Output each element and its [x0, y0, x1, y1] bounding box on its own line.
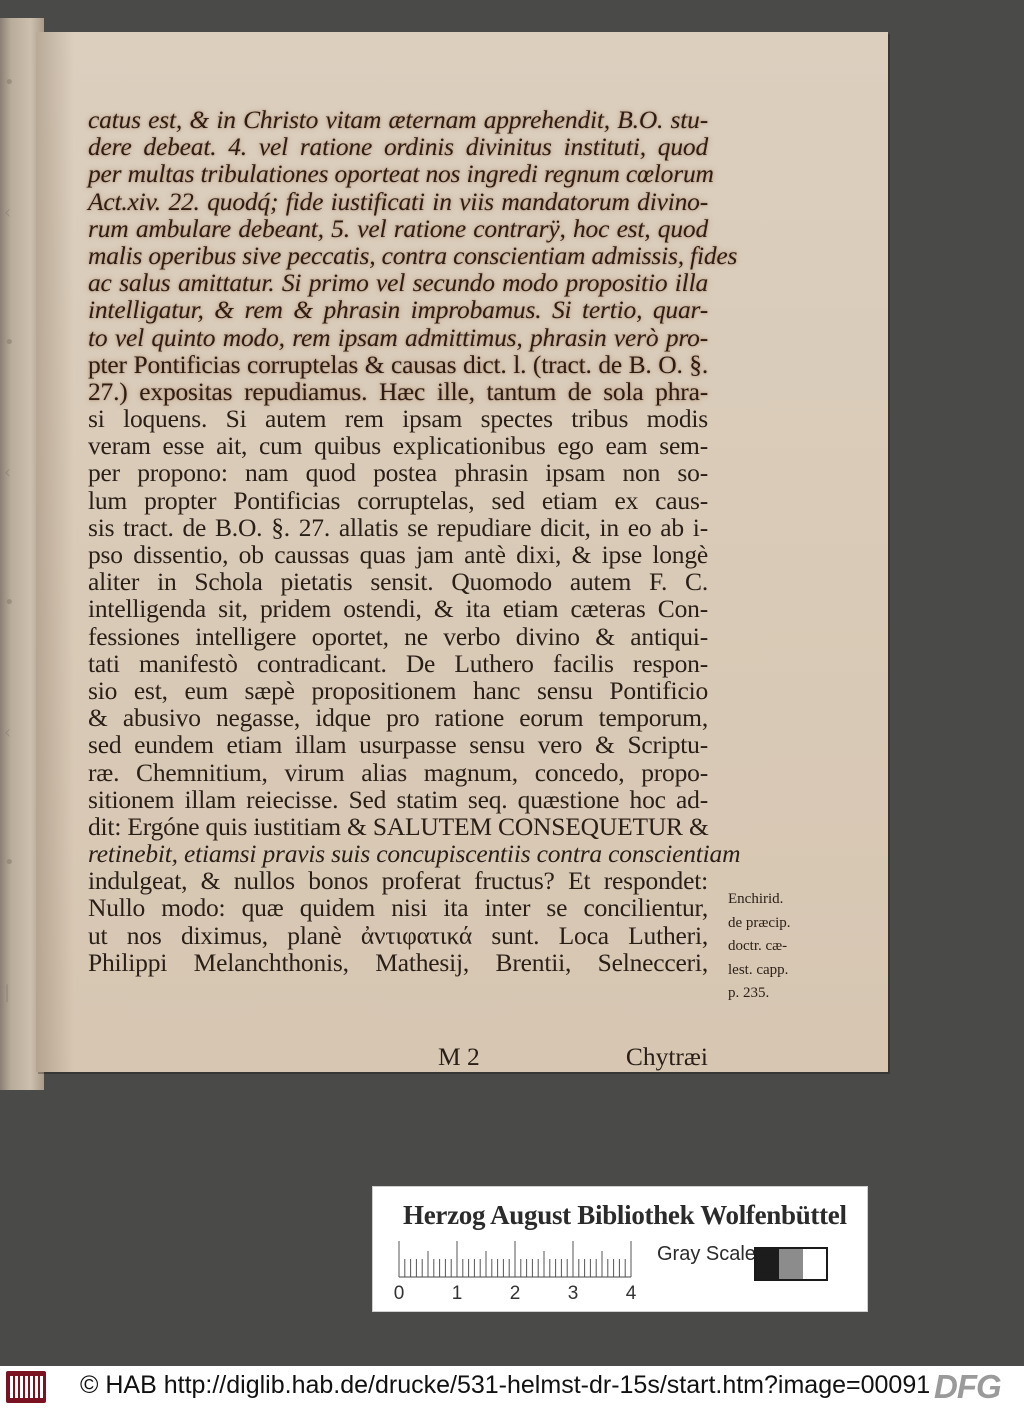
text-line: sis tract. de B.O. §. 27. allatis se repudiare dicit, in eo ab i-: [88, 512, 708, 542]
bleed-mark: •: [4, 592, 15, 613]
text-line: to vel quinto modo, rem ipsam admittimus, phrasin verò pro-: [88, 322, 708, 352]
page-text-block: [88, 105, 741, 977]
margin-note-line: doctr. cæ-: [728, 938, 788, 954]
margin-note-line: de præcip.: [728, 914, 791, 931]
grayscale-swatch: [754, 1247, 828, 1281]
ruler-number: 0: [393, 1283, 405, 1304]
text-line: sed eundem etiam illam usurpasse sensu vero & Scriptu-: [88, 730, 708, 760]
ruler-ticks: [399, 1241, 631, 1277]
text-line: per propono: nam quod postea phrasin ipsam non so-: [88, 458, 708, 488]
library-color-card: [372, 1186, 868, 1312]
ruler-number: 2: [509, 1283, 521, 1304]
dfg-logo: DFG: [934, 1368, 1001, 1405]
text-line: 27.) expositas repudiamus. Hæc ille, tantum de sola phra-: [88, 376, 708, 406]
bleed-mark: |: [4, 982, 11, 1003]
bleed-mark: ‹: [4, 202, 12, 223]
signature-mark: M 2: [438, 1042, 480, 1071]
text-line: Philippi Melanchthonis, Mathesij, Brentii, Selnecceri,: [88, 947, 708, 977]
text-line: rum ambulare debeant, 5. vel ratione contrarÿ, hoc est, quod: [88, 213, 708, 243]
text-line: ac salus amittatur. Si primo vel secundo modo propositio illa: [88, 268, 708, 298]
text-line: pter Pontificias corruptelas & causas dict. l. (tract. de B. O. §.: [88, 349, 708, 379]
margin-note-line: lest. capp.: [728, 961, 789, 978]
text-line: pso dissentio, ob caussas quas jam antè dixi, & ipse longè: [88, 540, 708, 569]
margin-note-line: Enchirid.: [728, 891, 784, 907]
text-line: Nullo modo: quæ quidem nisi ita inter se concilientur,: [88, 893, 708, 923]
footer-bar: [0, 1366, 1024, 1408]
text-line: & abusivo negasse, idque pro ratione eorum temporum,: [88, 703, 708, 733]
hab-logo-stripe: [35, 1376, 38, 1398]
bleed-mark: ‹: [4, 722, 12, 743]
footer-copyright-url[interactable]: © HAB http://diglib.hab.de/drucke/531-helmst-dr-15s/start.htm?image=00091: [80, 1371, 931, 1399]
text-line: dere debeat. 4. vel ratione ordinis divinitus instituti, quod: [88, 132, 708, 162]
hab-logo-stripe: [20, 1376, 23, 1398]
hab-logo-stripe: [40, 1376, 43, 1398]
library-name: Herzog August Bibliothek Wolfenbüttel: [403, 1200, 847, 1230]
grayscale-label: Gray Scale: [657, 1243, 756, 1265]
text-line: aliter in Schola pietatis sensit. Quomodo autem F. C.: [88, 567, 708, 597]
scale-ruler: [393, 1237, 649, 1307]
text-line: lum propter Pontificias corruptelas, sed etiam ex caus-: [88, 485, 708, 515]
hab-logo-stripe: [25, 1376, 28, 1398]
grayscale-patch-dark: [756, 1249, 779, 1279]
text-line: veram esse ait, cum quibus explicationibus ego eam sem-: [88, 431, 708, 461]
bleed-mark: •: [4, 72, 15, 93]
grayscale-patch-light: [803, 1249, 826, 1279]
hab-logo-stripe: [30, 1376, 33, 1398]
hab-logo-icon: [6, 1371, 46, 1403]
text-line: retinebit, etiamsi pravis suis concupiscentiis contra conscientiam: [88, 839, 741, 869]
text-line: Act.xiv. 22. quodq́; fide iustificati in viis mandatorum divino-: [88, 186, 708, 216]
text-line: fessiones intelligere oportet, ne verbo divino & antiqui-: [88, 621, 708, 651]
text-line: sitionem illam reiecisse. Sed statim seq. quæstione hoc ad-: [88, 784, 708, 814]
hab-logo-stripe: [15, 1376, 18, 1398]
margin-note: [728, 888, 818, 1006]
page-catchline: [88, 1042, 708, 1069]
text-line: indulgeat, & nullos bonos proferat fructus? Et respondet:: [88, 866, 708, 896]
margin-note-line: p. 235.: [728, 985, 770, 1001]
text-line: ræ. Chemnitium, virum alias magnum, concedo, propo-: [88, 757, 708, 787]
text-line: dit: Ergóne quis iustitiam & SALUTEM CONSEQUETUR &: [88, 811, 709, 841]
binding-shadow: [36, 32, 74, 1072]
grayscale-patch-mid: [779, 1249, 802, 1279]
ruler-number: 4: [625, 1283, 637, 1304]
text-line: intelligenda sit, pridem ostendi, & ita etiam cæteras Con-: [88, 594, 708, 624]
catchword: Chytræi: [625, 1042, 708, 1071]
text-line: catus est, & in Christo vitam æternam apprehendit, B.O. stu-: [88, 105, 708, 134]
text-line: sio est, eum sæpè propositionem hanc sensu Pontificio: [88, 675, 708, 705]
hab-logo-stripe: [10, 1376, 13, 1398]
left-page-bleed-marks: [4, 18, 34, 1090]
ruler-number: 3: [567, 1283, 579, 1304]
bleed-mark: •: [4, 332, 15, 353]
bleed-mark: ‹: [4, 462, 12, 483]
text-line: si loquens. Si autem rem ipsam spectes tribus modis: [88, 404, 708, 434]
text-line: malis operibus sive peccatis, contra conscientiam admissis, fides: [88, 240, 738, 270]
text-line: tati manifestò contradicant. De Luthero facilis respon-: [88, 648, 708, 678]
ruler-number: 1: [451, 1283, 463, 1304]
bleed-mark: •: [4, 852, 15, 873]
book-page: [36, 32, 888, 1072]
text-line: per multas tribulationes oporteat nos ingredi regnum cœlorum: [88, 159, 714, 189]
text-line: ut nos diximus, planè ἀντιφατικά sunt. Loca Lutheri,: [88, 920, 708, 950]
text-line: intelligatur, & rem & phrasin improbamus. Si tertio, quar-: [88, 295, 708, 325]
